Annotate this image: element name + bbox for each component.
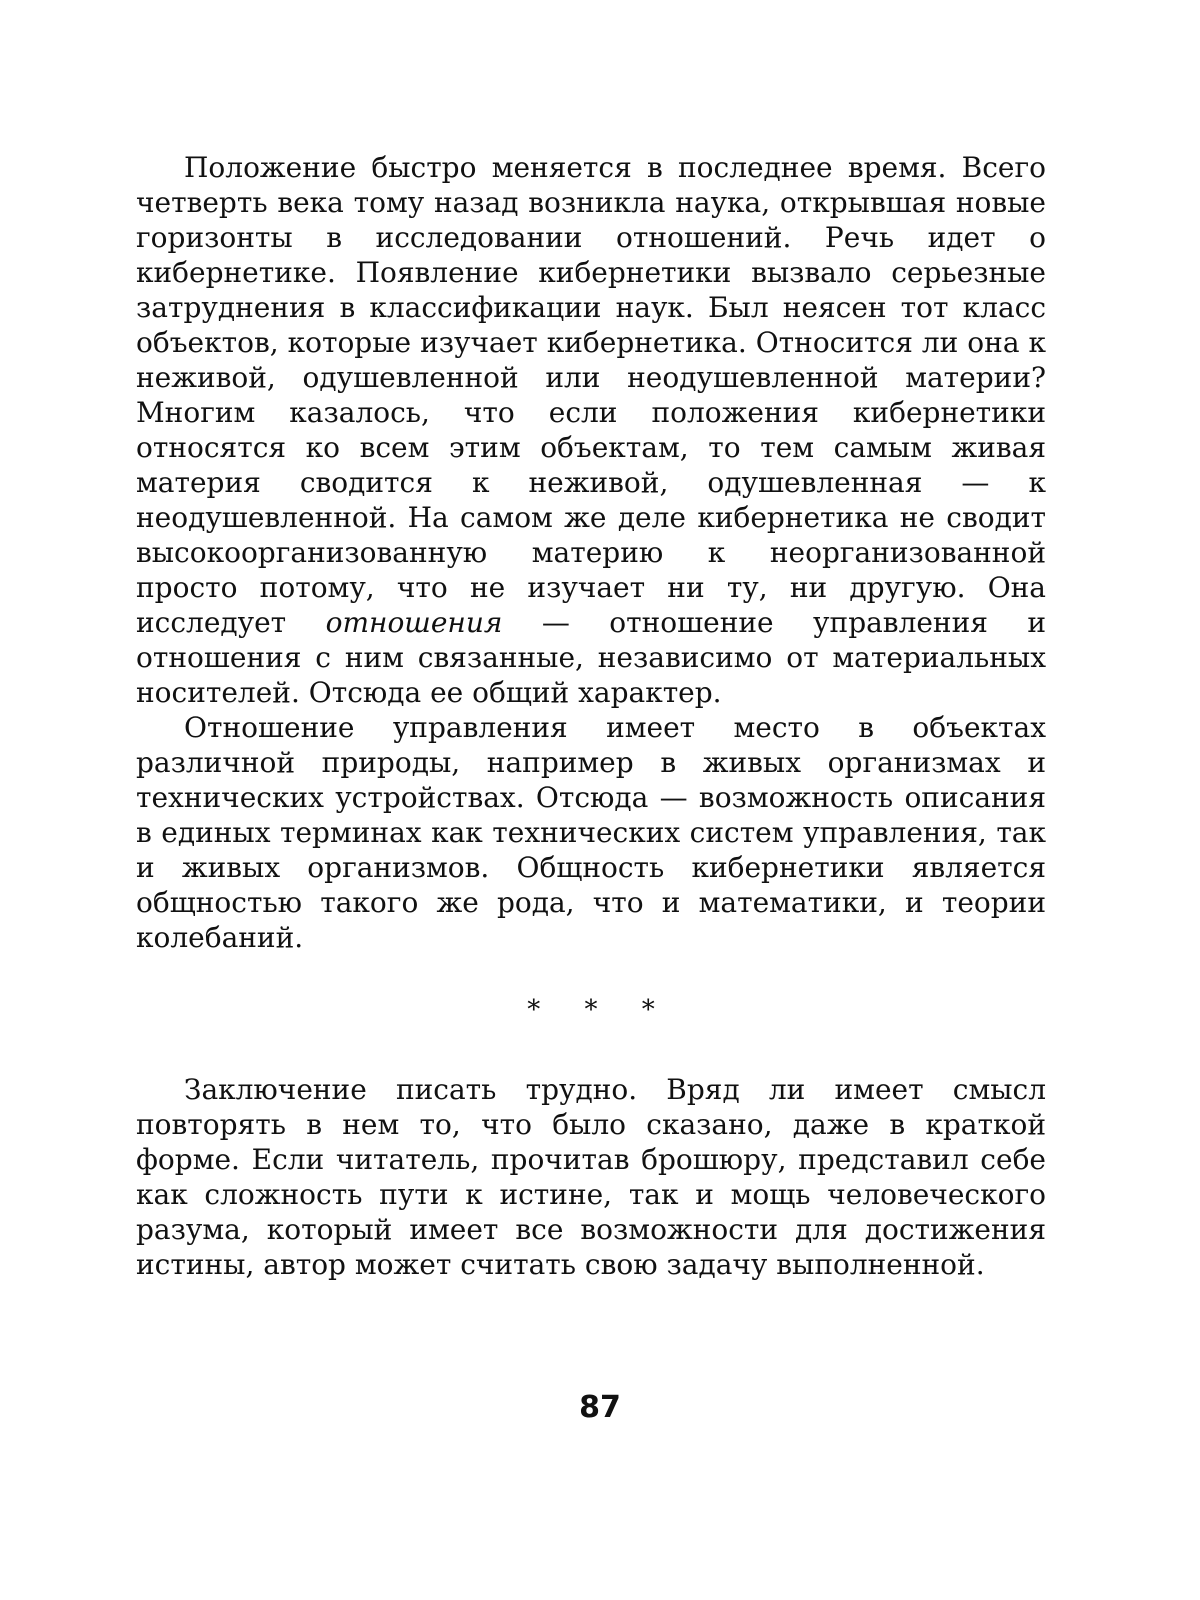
paragraph-text: — отношение управления и отношения с ним связанные, независимо от материальных носителей. Отсюда ее общий характер.: [136, 606, 1046, 709]
section-separator: * * *: [527, 995, 673, 1025]
emphasized-word: отношения: [325, 606, 503, 639]
paragraph-cybernetics-intro: [136, 150, 1046, 710]
page-body: [136, 150, 1046, 1282]
paragraph-text: Отношение управления имеет место в объектах различной природы, например в живых организмах и технических устройствах. Отсюда — возможность описания в единых терминах как технических систем управления, так и живых организмов. Общность кибернетики является общностью такого же рода, что и математики, и теории колебаний.: [136, 711, 1046, 954]
paragraph-conclusion: [136, 1072, 1046, 1282]
paragraph-text: Положение быстро меняется в последнее время. Всего четверть века тому назад возникла наука, открывшая новые горизонты в исследовании отношений. Речь идет о кибернетике. Появление кибернетики вызвало серьезные затруднения в классификации наук. Был неясен тот класс объектов, которые изучает кибернетика. Относится ли она к неживой, одушевленной или неодушевленной материи? Многим казалось, что если положения кибернетики относятся ко всем этим объектам, то тем самым живая материя сводится к неживой, одушевленная — к неодушевленной. На самом же деле кибернетика не сводит высокоорганизованную материю к неорганизованной просто потому, что не изучает ни ту, ни другую. Она исследует: [136, 151, 1046, 639]
page-number: 87: [579, 1390, 621, 1425]
paragraph-text: Заключение писать трудно. Вряд ли имеет смысл повторять в нем то, что было сказано, даже в краткой форме. Если читатель, прочитав брошюру, представил себе как сложность пути к истине, так и мощь человеческого разума, который имеет все возможности для достижения истины, автор может считать свою задачу выполненной.: [136, 1073, 1046, 1281]
paragraph-control-relation: [136, 710, 1046, 955]
